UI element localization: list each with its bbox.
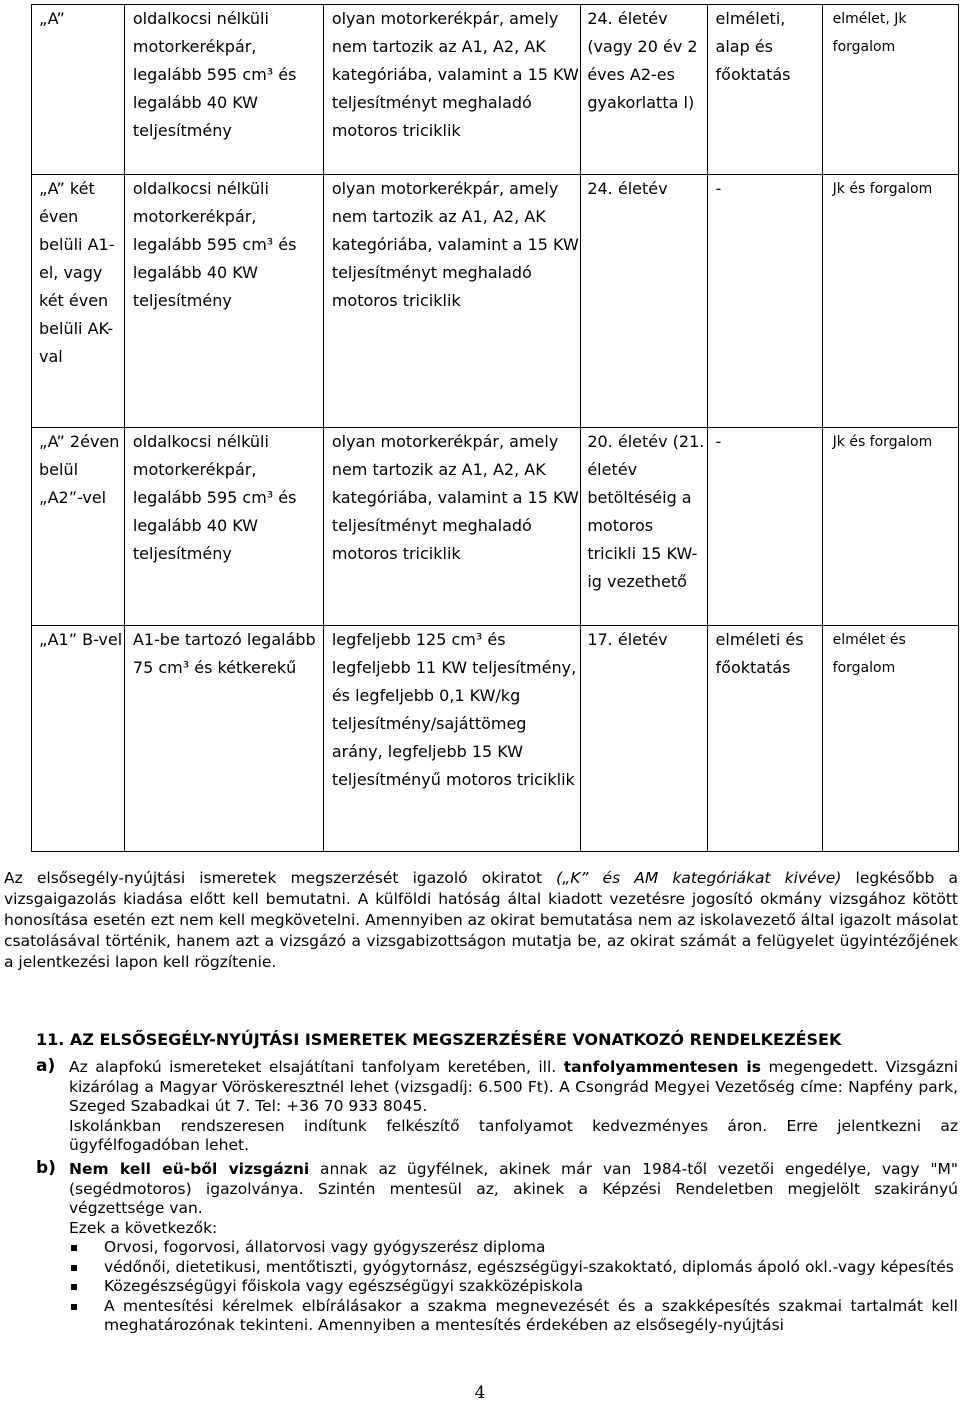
exam-cell: elmélet, Jk forgalom xyxy=(822,5,958,175)
training-cell: - xyxy=(707,428,822,626)
first-aid-certificate-note xyxy=(4,868,958,973)
table-row xyxy=(32,428,959,626)
list-item-text: Közegészségügyi főiskola vagy egészségügyi szakközépiskola xyxy=(104,1277,584,1295)
min-age-cell: 17. életév xyxy=(581,626,707,852)
bullet-square-icon xyxy=(71,1304,77,1310)
list-item xyxy=(69,1277,958,1297)
vehicle-cell: oldalkocsi nélküli motorkerékpár, legalább 595 cm³ és legalább 40 KW teljesítmény xyxy=(124,428,323,626)
vehicle-cell: oldalkocsi nélküli motorkerékpár, legalább 595 cm³ és legalább 40 KW teljesítmény xyxy=(124,175,323,428)
list-item xyxy=(69,1258,958,1278)
exemption-list-intro: Ezek a következők: xyxy=(69,1218,218,1237)
item-a-emphasis: tanfolyammentesen is xyxy=(563,1058,761,1076)
item-b-label: b) xyxy=(36,1158,56,1178)
table-row xyxy=(32,5,959,175)
list-item-text: A mentesítési kérelmek elbírálásakor a szakma megnevezését és a szakképesítés szakmai tartalmát kell meghatározónak tekinteni. Amennyiben a mentesítés érdekében az elsősegély-nyújtási xyxy=(104,1296,958,1334)
list-item-text: Orvosi, fogorvosi, állatorvosi vagy gyógyszerész diploma xyxy=(104,1238,546,1256)
table-row xyxy=(32,175,959,428)
table-row xyxy=(32,626,959,852)
exam-cell: elmélet és forgalom xyxy=(822,626,958,852)
license-category-table xyxy=(31,4,959,852)
bullet-square-icon xyxy=(71,1265,77,1271)
training-cell: - xyxy=(707,175,822,428)
category-cell: „A1” B-vel xyxy=(32,626,125,852)
list-item-text: védőnői, dietetikusi, mentőtiszti, gyógytornász, egészségügyi-szakoktató, diplomás ápoló okl.-vagy képesítés xyxy=(104,1257,954,1276)
exam-cell: Jk és forgalom xyxy=(822,175,958,428)
vehicle-cell: oldalkocsi nélküli motorkerékpár, legalább 595 cm³ és legalább 40 KW teljesítmény xyxy=(124,5,323,175)
min-age-cell: 20. életév (21. életév betöltéséig a motoros tricikli 15 KW-ig vezethető xyxy=(581,428,707,626)
list-item xyxy=(69,1238,958,1258)
item-a-course-info: Iskolánkban rendszeresen indítunk felkészítő tanfolyamot kedvezményes áron. Erre jelentkezni az ügyfélfogadóban lehet. xyxy=(69,1116,958,1154)
category-cell: „A” 2éven belül „A2”-vel xyxy=(32,428,125,626)
item-a xyxy=(36,1058,958,1156)
note-exception: („K” és AM kategóriákat kivéve) xyxy=(556,869,842,887)
item-a-label: a) xyxy=(36,1056,56,1076)
also-drivable-cell: olyan motorkerékpár, amely nem tartozik az A1, A2, AK kategóriába, valamint a 15 KW teljesítményt meghaladó motoros triciklik xyxy=(323,175,581,428)
note-text: Az elsősegély-nyújtási ismeretek megszerzését igazoló okiratot xyxy=(4,869,557,887)
min-age-cell: 24. életév (vagy 20 év 2 éves A2-es gyakorlatta l) xyxy=(581,5,707,175)
also-drivable-cell: legfeljebb 125 cm³ és legfeljebb 11 KW teljesítmény, és legfeljebb 0,1 KW/kg teljesítmény/sajáttömeg arány, legfeljebb 15 KW teljesítményű motoros triciklik xyxy=(323,626,581,852)
item-b xyxy=(36,1160,958,1336)
note-text-continued: legkésőbb a vizsgaigazolás kiadása előtt kell bemutatni. A külföldi hatóság által kiadott vezetésre jogosító okmány vizsgához kötött honosítása esetén ezt nem kell megkövetelni. Amennyiben az okirat bemutatása nem az iskolavezető által igazolt másolat csatolásával történik, hanem azt a vizsgázó a vizsgabizottságon mutatja be, az okirat számát a felügyelet ügyintézőjének a jelentkezési lapon kell rögzítenie. xyxy=(4,869,958,971)
training-cell: elméleti, alap és főoktatás xyxy=(707,5,822,175)
exam-cell: Jk és forgalom xyxy=(822,428,958,626)
item-a-text xyxy=(69,1058,958,1117)
also-drivable-cell: olyan motorkerékpár, amely nem tartozik az A1, A2, AK kategóriába, valamint a 15 KW teljesítményt meghaladó motoros triciklik xyxy=(323,5,581,175)
vehicle-cell: A1-be tartozó legalább 75 cm³ és kétkerekű xyxy=(124,626,323,852)
category-cell: „A” két éven belüli A1-el, vagy két éven belüli AK-val xyxy=(32,175,125,428)
list-item xyxy=(69,1297,958,1336)
category-cell: „A” xyxy=(32,5,125,175)
item-b-text-end: annak az ügyfélnek, akinek már van 1984-től vezetői engedélye, vagy "M" (segédmotoros) igazolványa. Szintén mentesül az, akinek a Képzési Rendeletben megjelölt szakirányú végzettsége van. xyxy=(69,1160,958,1217)
bullet-square-icon xyxy=(71,1245,77,1251)
item-a-text-start: Az alapfokú ismereteket elsajátítani tanfolyam keretében, ill. xyxy=(69,1058,564,1076)
bullet-square-icon xyxy=(71,1284,77,1290)
item-b-emphasis: Nem kell eü-ből vizsgázni xyxy=(69,1160,310,1178)
also-drivable-cell: olyan motorkerékpár, amely nem tartozik az A1, A2, AK kategóriába, valamint a 15 KW teljesítményt meghaladó motoros triciklik xyxy=(323,428,581,626)
training-cell: elméleti és főoktatás xyxy=(707,626,822,852)
min-age-cell: 24. életév xyxy=(581,175,707,428)
page-number: 4 xyxy=(474,1383,486,1403)
item-a-text-end: megengedett. Vizsgázni kizárólag a Magyar Vöröskeresztnél lehet (vizsgadíj: 6.500 Ft). A Csongrád Megyei Vezetőség címe: Napfény park, Szeged Szabadkai út 7. Tel: +36 70 933 8045. xyxy=(69,1058,959,1115)
item-b-text xyxy=(69,1160,958,1219)
section-heading: 11. AZ ELSŐSEGÉLY-NYÚJTÁSI ISMERETEK MEGSZERZÉSÉRE VONATKOZÓ RENDELKEZÉSEK xyxy=(36,1030,842,1049)
